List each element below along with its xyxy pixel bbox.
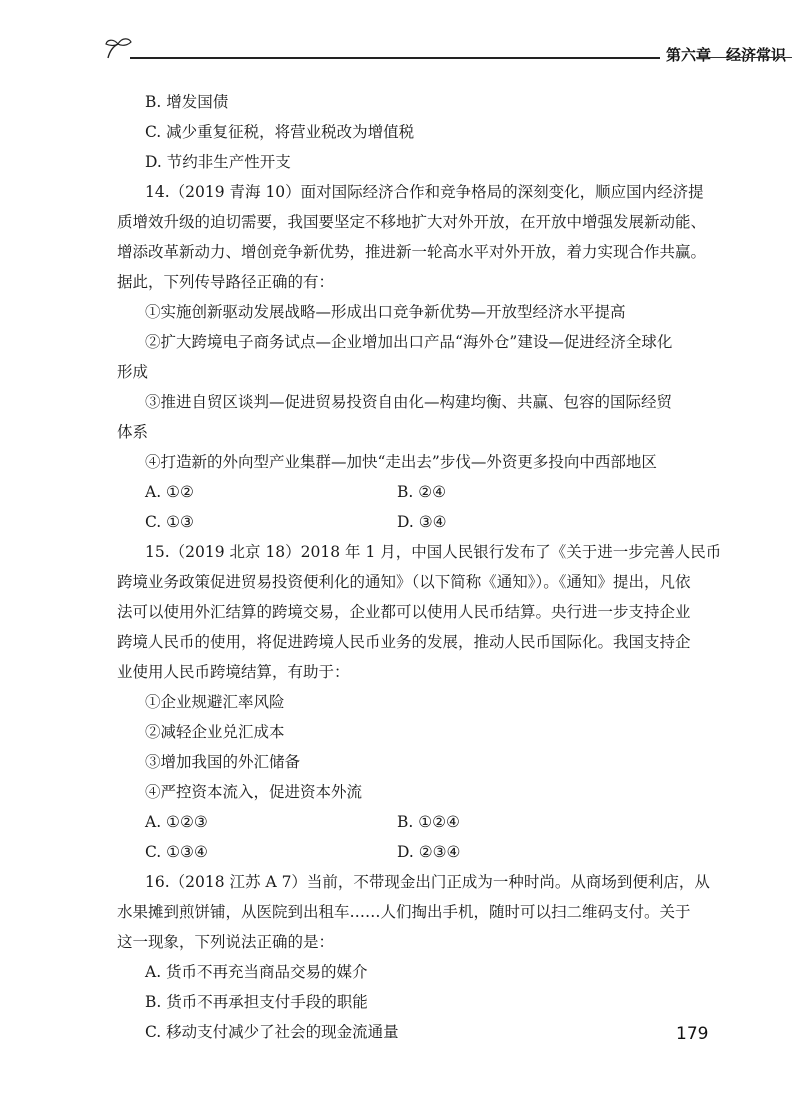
option-d-q14: D. ③④ [397, 513, 447, 531]
statement-1-q15: ①企业规避汇率风险 [145, 693, 285, 711]
option-c-q15: C. ①③④ [145, 843, 208, 861]
question-15-text: 业使用人民币跨境结算，有助于： [117, 663, 350, 681]
running-header [104, 36, 792, 66]
option-c-q13: C. 减少重复征税，将营业税改为增值税 [145, 123, 415, 141]
option-a-q15: A. ①②③ [145, 813, 208, 831]
question-14-text: 质增效升级的迫切需要，我国要坚定不移地扩大对外开放，在开放中增强发展新动能、 [117, 213, 707, 231]
statement-2-q15: ②减轻企业兑汇成本 [145, 723, 285, 741]
question-16-text: 水果摊到煎饼铺，从医院到出租车……人们掏出手机，随时可以扫二维码支付。关于 [117, 903, 691, 921]
statement-2-q14: 形成 [117, 363, 149, 381]
option-b-q16: B. 货币不再承担支付手段的职能 [145, 993, 368, 1011]
statement-4-q15: ④严控资本流入，促进资本外流 [145, 783, 363, 801]
option-c-q14: C. ①③ [145, 513, 194, 531]
statement-2-q14: ②扩大跨境电子商务试点—企业增加出口产品“海外仓”建设—促进经济全球化 [145, 333, 673, 351]
question-14-text: 增添改革新动力、增创竞争新优势，推进新一轮高水平对外开放，着力实现合作共赢。 [117, 243, 707, 261]
option-a-q14: A. ①② [145, 483, 194, 501]
option-b-q15: B. ①②④ [397, 813, 460, 831]
option-c-q16: C. 移动支付减少了社会的现金流通量 [145, 1023, 399, 1041]
chapter-title: 第六章 经济常识 [666, 46, 787, 64]
option-a-q16: A. 货币不再充当商品交易的媒介 [145, 963, 368, 981]
option-b-q13: B. 增发国债 [145, 93, 229, 111]
option-d-q13: D. 节约非生产性开支 [145, 153, 291, 171]
header-rule-left [130, 57, 660, 59]
question-14-text: 据此，下列传导路径正确的有： [117, 273, 335, 291]
statement-3-q14: ③推进自贸区谈判—促进贸易投资自由化—构建均衡、共赢、包容的国际经贸 [145, 393, 673, 411]
question-16-text: 16.（2018 江苏 A 7）当前，不带现金出门正成为一种时尚。从商场到便利店，从 [145, 873, 710, 891]
statement-3-q14: 体系 [117, 423, 149, 441]
page-number: 179 [676, 1024, 709, 1044]
statement-4-q14: ④打造新的外向型产业集群—加快“走出去”步伐—外资更多投向中西部地区 [145, 453, 657, 471]
header-rule-right [696, 57, 792, 58]
question-15-text: 15.（2019 北京 18）2018 年 1 月，中国人民银行发布了《关于进一步完善人民币 [145, 543, 722, 561]
question-14-text: 14.（2019 青海 10）面对国际经济合作和竞争格局的深刻变化，顺应国内经济提 [145, 183, 704, 201]
statement-1-q14: ①实施创新驱动发展战略—形成出口竞争新优势—开放型经济水平提高 [145, 303, 626, 321]
option-b-q14: B. ②④ [397, 483, 447, 501]
question-15-text: 跨境业务政策促进贸易投资便利化的通知》（以下简称《通知》）。《通知》提出，凡依 [117, 573, 691, 591]
question-16-text: 这一现象，下列说法正确的是： [117, 933, 335, 951]
option-d-q15: D. ②③④ [397, 843, 461, 861]
question-15-text: 法可以使用外汇结算的跨境交易，企业都可以使用人民币结算。央行进一步支持企业 [117, 603, 691, 621]
question-15-text: 跨境人民币的使用，将促进跨境人民币业务的发展，推动人民币国际化。我国支持企 [117, 633, 691, 651]
statement-3-q15: ③增加我国的外汇储备 [145, 753, 301, 771]
